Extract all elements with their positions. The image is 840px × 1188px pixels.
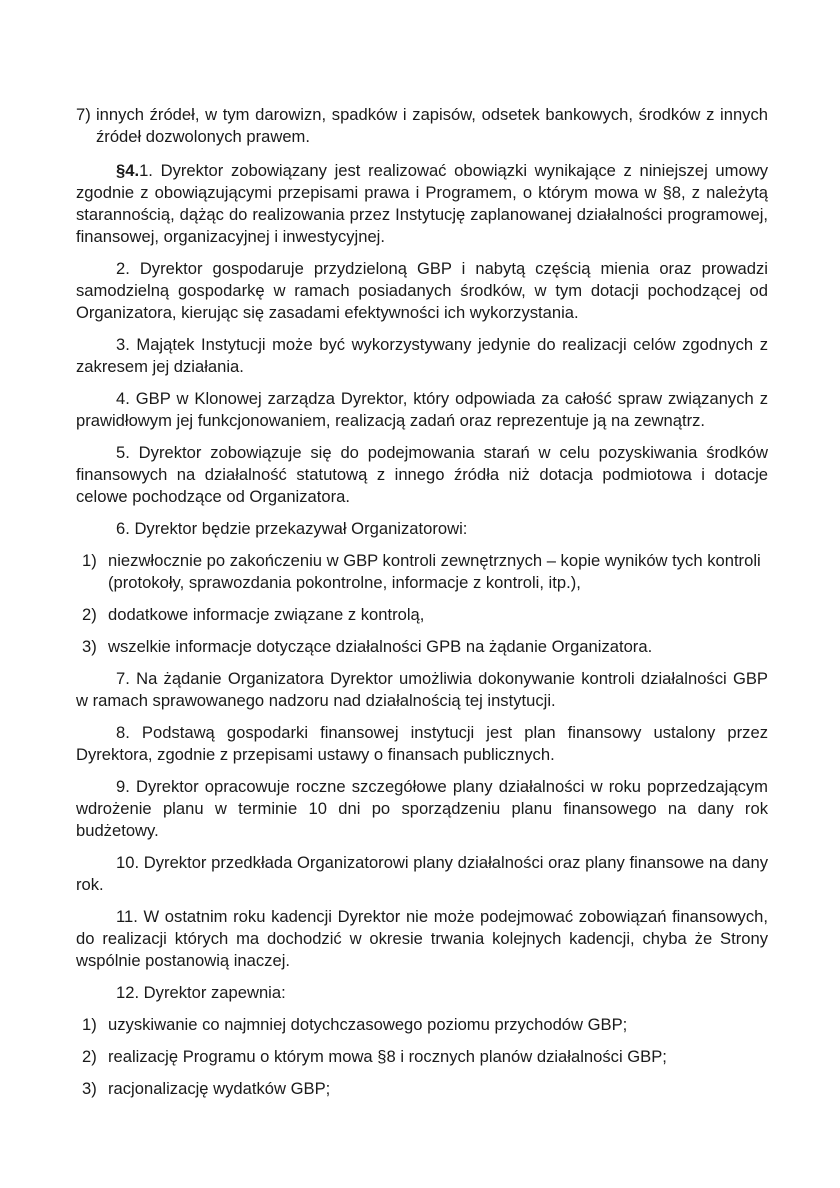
list-item [82,1046,768,1068]
paragraph-4-3: 3. Majątek Instytucji może być wykorzystywany jedynie do realizacji celów zgodnych z zakresem jej działania. [76,335,768,376]
paragraph-number: 1. [139,161,153,180]
paragraph-4-9: 9. Dyrektor opracowuje roczne szczegółowe plany działalności w roku poprzedzającym wdrożenie planu w terminie 10 dni po sporządzeniu planu finansowego na dany rok budżetowy. [76,777,768,840]
list-text: racjonalizację wydatków GBP; [108,1079,331,1098]
list-number: 2) [82,605,97,624]
list-item [82,604,768,626]
paragraph-4-12: 12. Dyrektor zapewnia: [116,983,286,1002]
list-text: wszelkie informacje dotyczące działalności GPB na żądanie Organizatora. [108,637,653,656]
document-page [76,104,768,1100]
section-label: §4. [116,161,140,180]
list-number: 3) [82,1079,97,1098]
list-text: innych źródeł, w tym darowizn, spadków i zapisów, odsetek bankowych, środków z innych źródeł dozwolonych prawem. [96,105,768,146]
paragraph-4-5: 5. Dyrektor zobowiązuje się do podejmowania starań w celu pozyskiwania środków finansowych na działalność statutową z innego źródła niż dotacja podmiotowa i dotacje celowe pochodzące od Organizatora. [76,443,768,506]
paragraph-4-11: 11. W ostatnim roku kadencji Dyrektor nie może podejmować zobowiązań finansowych, do realizacji których ma dochodzić w okresie trwania kolejnych kadencji, chyba że Strony wspólnie postanowią inaczej. [76,907,768,970]
paragraph-4-2: 2. Dyrektor gospodaruje przydzieloną GBP i nabytą częścią mienia oraz prowadzi samodzielną gospodarkę w ramach posiadanych środków, w tym dotacji pochodzącej od Organizatora, kierując się zasadami efektywności ich wykorzystania. [76,259,768,322]
list-text: dodatkowe informacje związane z kontrolą, [108,605,425,624]
paragraph-4-1 [76,160,768,248]
paragraph-4-4: 4. GBP w Klonowej zarządza Dyrektor, który odpowiada za całość spraw związanych z prawidłowym jej funkcjonowaniem, realizacją zadań oraz reprezentuje ją na zewnątrz. [76,389,768,430]
list-item [82,1078,768,1100]
list-text: realizację Programu o którym mowa §8 i rocznych planów działalności GBP; [108,1047,667,1066]
list-item [82,636,768,658]
list-number: 1) [82,551,97,570]
list-number: 7) [76,105,91,124]
list-item-7 [76,104,768,148]
paragraph-4-6: 6. Dyrektor będzie przekazywał Organizatorowi: [116,519,468,538]
paragraph-4-8: 8. Podstawą gospodarki finansowej instytucji jest plan finansowy ustalony przez Dyrektora, zgodnie z przepisami ustawy o finansach publicznych. [76,723,768,764]
paragraph-4-7: 7. Na żądanie Organizatora Dyrektor umożliwia dokonywanie kontroli działalności GBP w ramach sprawowanego nadzoru nad działalnością tej instytucji. [76,669,768,710]
list-number: 3) [82,637,97,656]
paragraph-text: Dyrektor zobowiązany jest realizować obowiązki wynikające z niniejszej umowy zgodnie z obowiązującymi przepisami prawa i Programem, o którym mowa w §8, z należytą starannością, dążąc do realizowania przez Instytucję zaplanowanej działalności programowej, finansowej, organizacyjnej i inwestycyjnej. [76,161,768,246]
list-number: 1) [82,1015,97,1034]
list-item [82,1014,768,1036]
list-number: 2) [82,1047,97,1066]
paragraph-4-10: 10. Dyrektor przedkłada Organizatorowi plany działalności oraz plany finansowe na dany rok. [76,853,768,894]
list-item [82,550,768,594]
list-text: niezwłocznie po zakończeniu w GBP kontroli zewnętrznych – kopie wyników tych kontroli (protokoły, sprawozdania pokontrolne, informacje z kontroli, itp.), [108,551,761,592]
list-text: uzyskiwanie co najmniej dotychczasowego poziomu przychodów GBP; [108,1015,628,1034]
